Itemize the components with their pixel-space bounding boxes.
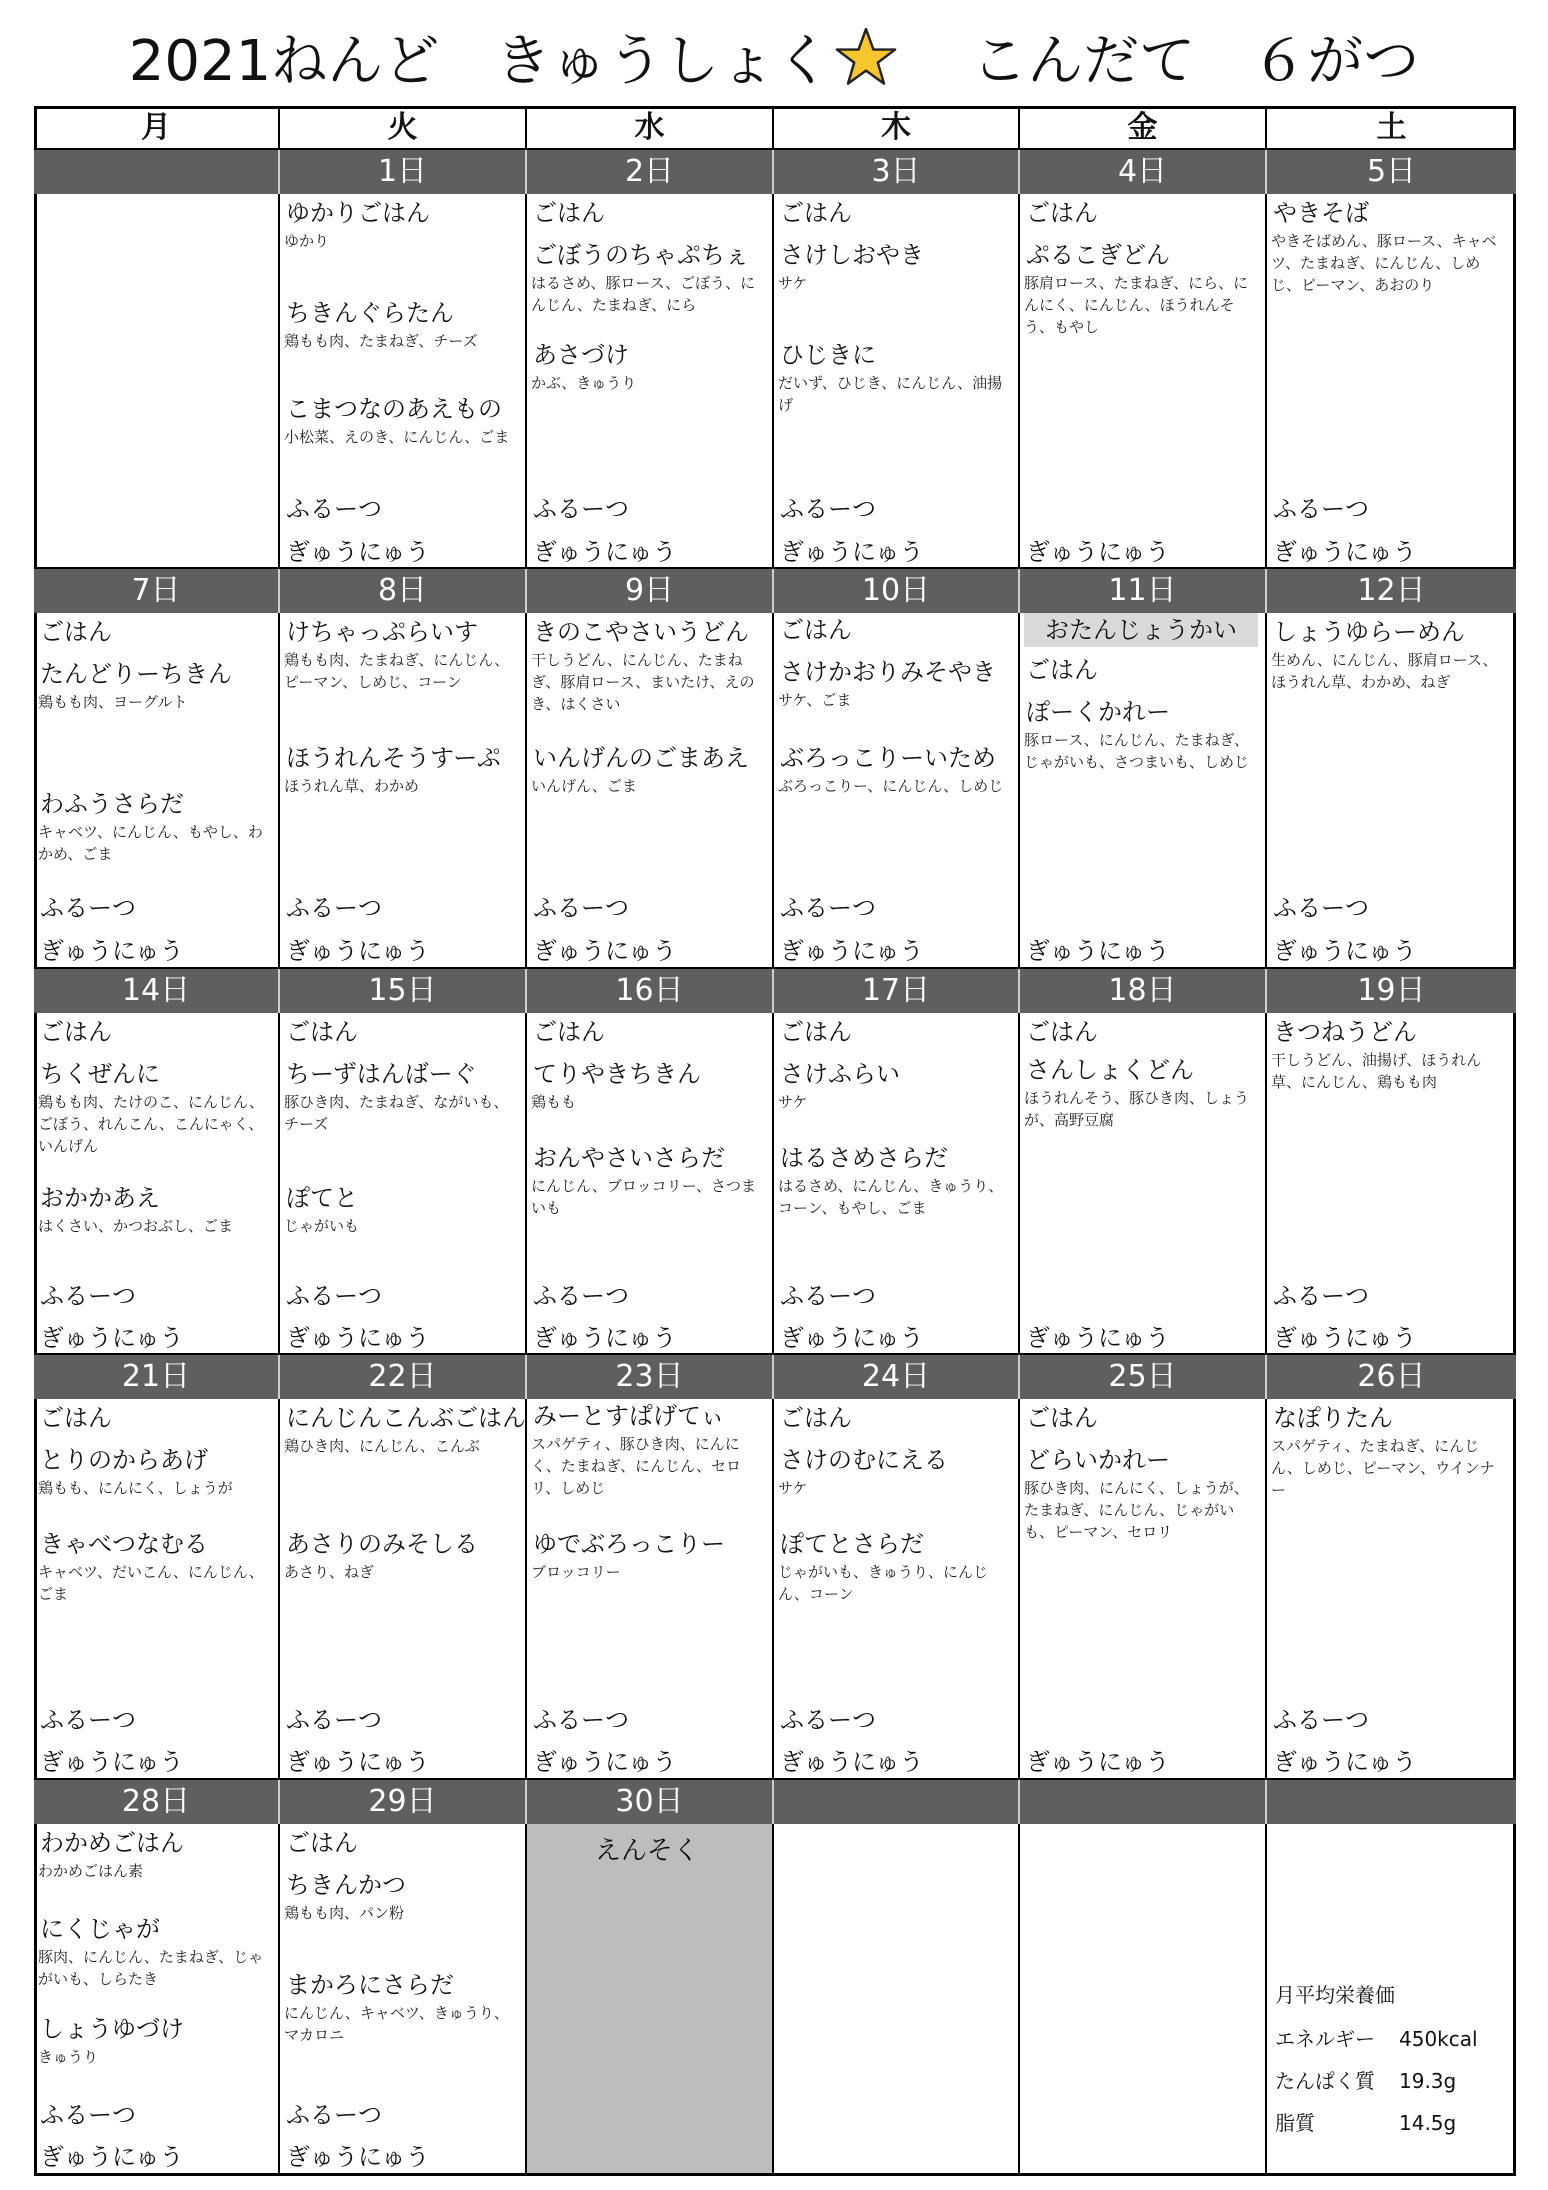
energy-value: 450kcal [1399, 2027, 1478, 2051]
ingredients: 小松菜、えのき、にんじん、ごま [284, 428, 510, 446]
week-1 [34, 150, 1516, 569]
dish: きつねうどん [1273, 1018, 1417, 1046]
dish: ごはん [40, 1018, 112, 1046]
fruit-item: ふるーつ [1273, 495, 1369, 523]
milk-item: ぎゅうにゅう [40, 1748, 184, 1776]
milk-item: ぎゅうにゅう [533, 538, 677, 566]
ingredients: 豚ロース、にんじん、たまねぎ、じゃがいも、さつまいも、しめじ [1024, 731, 1250, 771]
date-mon: 28日 [34, 1780, 280, 1824]
date-fri: 25日 [1020, 1355, 1267, 1399]
dish: まかろにさらだ [286, 1971, 454, 1999]
dish: ごはん [780, 616, 852, 644]
fruit-item: ふるーつ [533, 1282, 629, 1310]
weekday-header [34, 106, 1516, 150]
date-thu: 24日 [774, 1355, 1020, 1399]
fruit-item: ふるーつ [780, 495, 876, 523]
ingredients: 豚ひき肉、たまねぎ、ながいも、チーズ [284, 1093, 509, 1133]
date-mon: 21日 [34, 1355, 280, 1399]
day-cell-25 [1020, 1399, 1267, 1780]
ingredients: ブロッコリー [531, 1563, 621, 1581]
ingredients: サケ、ごま [778, 691, 852, 709]
ingredients: 鶏もも肉、たまねぎ、にんじん、ピーマン、しめじ、コーン [284, 651, 510, 691]
fruit-item: ふるーつ [780, 1282, 876, 1310]
ingredients: ほうれん草、わかめ [284, 777, 420, 795]
dish: ごぼうのちゃぷちぇ [533, 241, 749, 269]
date-sat: 19日 [1357, 973, 1426, 1008]
weekday-wed: 水 [527, 106, 774, 150]
date-thu: 17日 [774, 969, 1020, 1013]
ingredients: はるさめ、豚ロース、ごぼう、にんじん、たまねぎ、にら [531, 274, 756, 314]
milk-item: ぎゅうにゅう [40, 2143, 184, 2171]
milk-item: ぎゅうにゅう [1273, 1324, 1417, 1352]
date-wed: 2日 [527, 150, 774, 194]
day-cell-22 [280, 1399, 527, 1780]
star-icon [835, 26, 897, 88]
milk-item: ぎゅうにゅう [40, 937, 184, 965]
ingredients: 鶏もも肉、パン粉 [284, 1904, 405, 1922]
title-month-label: こんだて ６がつ [971, 29, 1420, 94]
milk-item: ぎゅうにゅう [1273, 937, 1417, 965]
milk-item: ぎゅうにゅう [780, 538, 924, 566]
dish: しょうゆらーめん [1273, 618, 1465, 646]
day-cell-28 [34, 1824, 280, 2173]
milk-item: ぎゅうにゅう [780, 1748, 924, 1776]
dish: さけふらい [780, 1060, 900, 1088]
fruit-item: ふるーつ [40, 1282, 136, 1310]
milk-item: ぎゅうにゅう [286, 1748, 430, 1776]
ingredients: いんげん、ごま [531, 777, 637, 795]
weekday-mon: 月 [34, 106, 280, 150]
dish: ぽてと [286, 1184, 358, 1212]
date-fri: 4日 [1020, 150, 1267, 194]
milk-item: ぎゅうにゅう [1026, 1748, 1170, 1776]
ingredients: 鶏もも [531, 1093, 577, 1111]
dish: けちゃっぷらいす [286, 618, 478, 646]
dish: みーとすぱげてぃ [533, 1402, 725, 1430]
fruit-item: ふるーつ [40, 2101, 136, 2129]
dish: ごはん [40, 618, 112, 646]
ingredients: にんじん、キャベツ、きゅうり、マカロニ [284, 2004, 509, 2044]
dish: しょうゆづけ [40, 2015, 184, 2043]
ingredients: ほうれんそう、豚ひき肉、しょうが、高野豆腐 [1024, 1089, 1250, 1129]
date-sat: 26日 [1357, 1359, 1426, 1394]
ingredients: 鶏もも、にんにく、しょうが [38, 1479, 233, 1497]
ingredients: 豚肩ロース、たまねぎ、にら、にんにく、にんじん、ほうれんそう、もやし [1024, 274, 1249, 336]
dish: ぷるこぎどん [1026, 241, 1170, 269]
fruit-item: ふるーつ [286, 495, 382, 523]
dish: さけかおりみそやき [780, 658, 996, 686]
fruit-item: ふるーつ [533, 1706, 629, 1734]
nutrition-box [1267, 1824, 1516, 2173]
fruit-item: ふるーつ [1273, 1282, 1369, 1310]
day-cell-10 [774, 613, 1020, 969]
weekday-thu: 木 [774, 106, 1020, 150]
protein-value: 19.3g [1399, 2069, 1457, 2093]
dish: こまつなのあえもの [286, 395, 502, 423]
dish: ぽーくかれー [1026, 698, 1170, 726]
ingredients: キャベツ、にんじん、もやし、わかめ、ごま [38, 823, 263, 863]
dish: ちーずはんばーぐ [286, 1060, 477, 1088]
fruit-item: ふるーつ [40, 1706, 136, 1734]
nutrition-heading: 月平均栄養価 [1275, 1983, 1395, 2007]
date-fri [1020, 1780, 1267, 1824]
dish: わかめごはん [40, 1829, 184, 1857]
fruit-item: ふるーつ [1273, 894, 1369, 922]
fruit-item: ふるーつ [533, 495, 629, 523]
dish: ちくぜんに [40, 1060, 160, 1088]
dish: ごはん [40, 1404, 112, 1432]
dish: ぶろっこりーいため [780, 744, 996, 772]
date-mon [34, 150, 280, 194]
dish: ごはん [1026, 1018, 1098, 1046]
date-sat: 5日 [1366, 154, 1417, 189]
day-cell-empty [34, 194, 280, 569]
ingredients: はるさめ、にんじん、きゅうり、コーン、もやし、ごま [778, 1177, 1004, 1217]
ingredients: じゃがいも、きゅうり、にんじん、コーン [778, 1563, 989, 1603]
day-cell-14 [34, 1013, 280, 1355]
dish: ごはん [780, 199, 852, 227]
fruit-item: ふるーつ [780, 894, 876, 922]
dish: ゆかりごはん [286, 199, 430, 227]
fruit-item: ふるーつ [533, 894, 629, 922]
dish: ごはん [1026, 1404, 1098, 1432]
milk-item: ぎゅうにゅう [286, 937, 430, 965]
dish: てりやきちきん [533, 1060, 701, 1088]
date-wed: 23日 [527, 1355, 774, 1399]
fruit-item: ふるーつ [780, 1706, 876, 1734]
ingredients: きゅうり [38, 2048, 99, 2066]
ingredients: やきそばめん、豚ロース、キャベツ、たまねぎ、にんじん、しめじ、ピーマン、あおのり [1271, 232, 1497, 294]
day-cell-21 [34, 1399, 280, 1780]
dish: わふうさらだ [40, 790, 184, 818]
title-year-label: 2021ねんど きゅうしょく [128, 29, 832, 94]
fat-label: 脂質 [1275, 2111, 1315, 2135]
dish: ちきんぐらたん [286, 299, 454, 327]
milk-item: ぎゅうにゅう [286, 2143, 430, 2171]
day-cell-23 [527, 1399, 774, 1780]
dish: どらいかれー [1026, 1446, 1170, 1474]
ingredients: 鶏もも肉、たけのこ、にんじん、ごぼう、れんこん、こんにゃく、いんげん [38, 1093, 264, 1155]
day-cell-19 [1267, 1013, 1516, 1355]
milk-item: ぎゅうにゅう [40, 1324, 184, 1352]
dish: あさりのみそしる [286, 1530, 478, 1558]
dish: きのこやさいうどん [533, 618, 749, 646]
day-cell-3 [774, 194, 1020, 569]
day-cell-empty [774, 1824, 1020, 2173]
ingredients: じゃがいも [284, 1217, 360, 1235]
day-cell-29 [280, 1824, 527, 2173]
milk-item: ぎゅうにゅう [533, 1748, 677, 1776]
milk-item: ぎゅうにゅう [780, 937, 924, 965]
milk-item: ぎゅうにゅう [286, 1324, 430, 1352]
dish: ちきんかつ [286, 1871, 406, 1899]
weekday-fri: 金 [1020, 106, 1267, 150]
day-cell-18 [1020, 1013, 1267, 1355]
dish: ぽてとさらだ [780, 1530, 924, 1558]
ingredients: スパゲティ、たまねぎ、にんじん、しめじ、ピーマン、ウインナー [1271, 1437, 1495, 1499]
page-title [0, 22, 1548, 102]
date-tue: 15日 [280, 969, 527, 1013]
day-cell-30 [527, 1824, 774, 2173]
dish: おんやさいさらだ [533, 1144, 725, 1172]
ingredients: キャベツ、だいこん、にんじん、ごま [38, 1563, 264, 1603]
day-cell-11 [1020, 613, 1267, 969]
ingredients: スパゲティ、豚ひき肉、にんにく、たまねぎ、にんじん、セロリ、しめじ [531, 1435, 742, 1497]
dish: なぽりたん [1273, 1404, 1393, 1432]
milk-item: ぎゅうにゅう [780, 1324, 924, 1352]
date-tue: 29日 [280, 1780, 527, 1824]
date-wed: 16日 [527, 969, 774, 1013]
dish: ごはん [780, 1404, 852, 1432]
dish: ごはん [780, 1018, 852, 1046]
week-5 [34, 1780, 1516, 2173]
week-3 [34, 969, 1516, 1355]
day-cell-7 [34, 613, 280, 969]
milk-item: ぎゅうにゅう [286, 538, 430, 566]
ingredients: 干しうどん、にんじん、たまねぎ、豚肩ロース、まいたけ、えのき、はくさい [531, 651, 755, 713]
dish: ひじきに [780, 341, 876, 369]
day-cell-24 [774, 1399, 1020, 1780]
dish: とりのからあげ [40, 1446, 208, 1474]
ingredients: にんじん、ブロッコリー、さつまいも [531, 1177, 757, 1217]
dish: ごはん [533, 199, 605, 227]
ingredients: サケ [778, 1093, 808, 1111]
dish: ごはん [533, 1018, 605, 1046]
dish: ゆでぶろっこりー [533, 1530, 725, 1558]
ingredients: かぶ、きゅうり [531, 374, 637, 392]
fruit-item: ふるーつ [286, 1706, 382, 1734]
fruit-item: ふるーつ [1273, 1706, 1369, 1734]
ingredients: 豚ひき肉、にんにく、しょうが、たまねぎ、にんじん、じゃがいも、ピーマン、セロリ [1024, 1479, 1249, 1541]
dish: いんげんのごまあえ [533, 744, 749, 772]
dish: おかかあえ [40, 1184, 160, 1212]
ingredients: あさり、ねぎ [284, 1563, 375, 1581]
dish: さんしょくどん [1026, 1056, 1194, 1084]
protein-label: たんぱく質 [1275, 2069, 1375, 2093]
dish: ごはん [286, 1018, 358, 1046]
milk-item: ぎゅうにゅう [1026, 538, 1170, 566]
dish: やきそば [1273, 199, 1369, 227]
milk-item: ぎゅうにゅう [533, 1324, 677, 1352]
date-thu: 10日 [774, 569, 1020, 613]
dish: ごはん [1026, 199, 1098, 227]
milk-item: ぎゅうにゅう [1026, 937, 1170, 965]
date-thu [774, 1780, 1020, 1824]
energy-label: エネルギー [1275, 2027, 1375, 2051]
ingredients: ぶろっこりー、にんじん、しめじ [778, 777, 1004, 795]
ingredients: サケ [778, 274, 808, 292]
date-wed: 30日 [527, 1780, 774, 1824]
ingredients: わかめごはん素 [38, 1862, 144, 1880]
ingredients: 鶏もも肉、ヨーグルト [38, 693, 188, 711]
ingredients: 豚肉、にんじん、たまねぎ、じゃがいも、しらたき [38, 1948, 264, 1988]
week-4 [34, 1355, 1516, 1780]
fat-value: 14.5g [1399, 2111, 1457, 2135]
ingredients: サケ [778, 1479, 808, 1497]
day-cell-17 [774, 1013, 1020, 1355]
dish: ほうれんそうすーぷ [286, 744, 501, 772]
date-fri: 18日 [1020, 969, 1267, 1013]
day-cell-12 [1267, 613, 1516, 969]
day-cell-1 [280, 194, 527, 569]
day-cell-2 [527, 194, 774, 569]
day-cell-5 [1267, 194, 1516, 569]
day-cell-8 [280, 613, 527, 969]
dish: さけしおやき [780, 241, 924, 269]
dish: にんじんこんぶごはん [286, 1404, 526, 1432]
dish: あさづけ [533, 341, 629, 369]
date-tue: 8日 [280, 569, 527, 613]
excursion-label: えんそく [594, 1836, 699, 1866]
milk-item: ぎゅうにゅう [1273, 538, 1417, 566]
dish: さけのむにえる [780, 1446, 948, 1474]
milk-item: ぎゅうにゅう [1273, 1748, 1417, 1776]
fruit-item: ふるーつ [286, 1282, 382, 1310]
date-mon: 14日 [34, 969, 280, 1013]
ingredients: だいず、ひじき、にんじん、油揚げ [778, 374, 1003, 414]
day-cell-4 [1020, 194, 1267, 569]
fruit-item: ふるーつ [40, 894, 136, 922]
dish: にくじゃが [40, 1915, 160, 1943]
weekday-sat: 土 [1267, 106, 1516, 150]
date-thu: 3日 [774, 150, 1020, 194]
birthday-party-banner: おたんじょうかい [1024, 613, 1258, 647]
fruit-item: ふるーつ [286, 2101, 382, 2129]
dish: はるさめさらだ [780, 1144, 948, 1172]
ingredients: 鶏ひき肉、にんじん、こんぶ [284, 1437, 480, 1455]
date-tue: 22日 [280, 1355, 527, 1399]
dish: きゃべつなむる [40, 1530, 208, 1558]
date-tue: 1日 [280, 150, 527, 194]
fruit-item: ふるーつ [286, 894, 382, 922]
dish: たんどりーちきん [40, 660, 232, 688]
ingredients: 生めん、にんじん、豚肩ロース、ほうれん草、わかめ、ねぎ [1271, 651, 1498, 691]
weekday-tue: 火 [280, 106, 527, 150]
day-cell-empty [1020, 1824, 1267, 2173]
dish: ごはん [1026, 656, 1098, 684]
day-cell-9 [527, 613, 774, 969]
date-mon: 7日 [34, 569, 280, 613]
milk-item: ぎゅうにゅう [1026, 1324, 1170, 1352]
day-cell-26 [1267, 1399, 1516, 1780]
date-fri: 11日 [1020, 569, 1267, 613]
week-2 [34, 569, 1516, 969]
ingredients: ゆかり [284, 232, 330, 250]
ingredients: 干しうどん、油揚げ、ほうれん草、にんじん、鶏もも肉 [1271, 1051, 1482, 1091]
ingredients: はくさい、かつおぶし、ごま [38, 1217, 234, 1235]
day-cell-16 [527, 1013, 774, 1355]
ingredients: 鶏もも肉、たまねぎ、チーズ [284, 332, 478, 350]
dish: ごはん [286, 1829, 358, 1857]
day-cell-15 [280, 1013, 527, 1355]
date-sat [1267, 1780, 1516, 1824]
milk-item: ぎゅうにゅう [533, 937, 677, 965]
date-wed: 9日 [527, 569, 774, 613]
date-sat: 12日 [1357, 573, 1426, 608]
